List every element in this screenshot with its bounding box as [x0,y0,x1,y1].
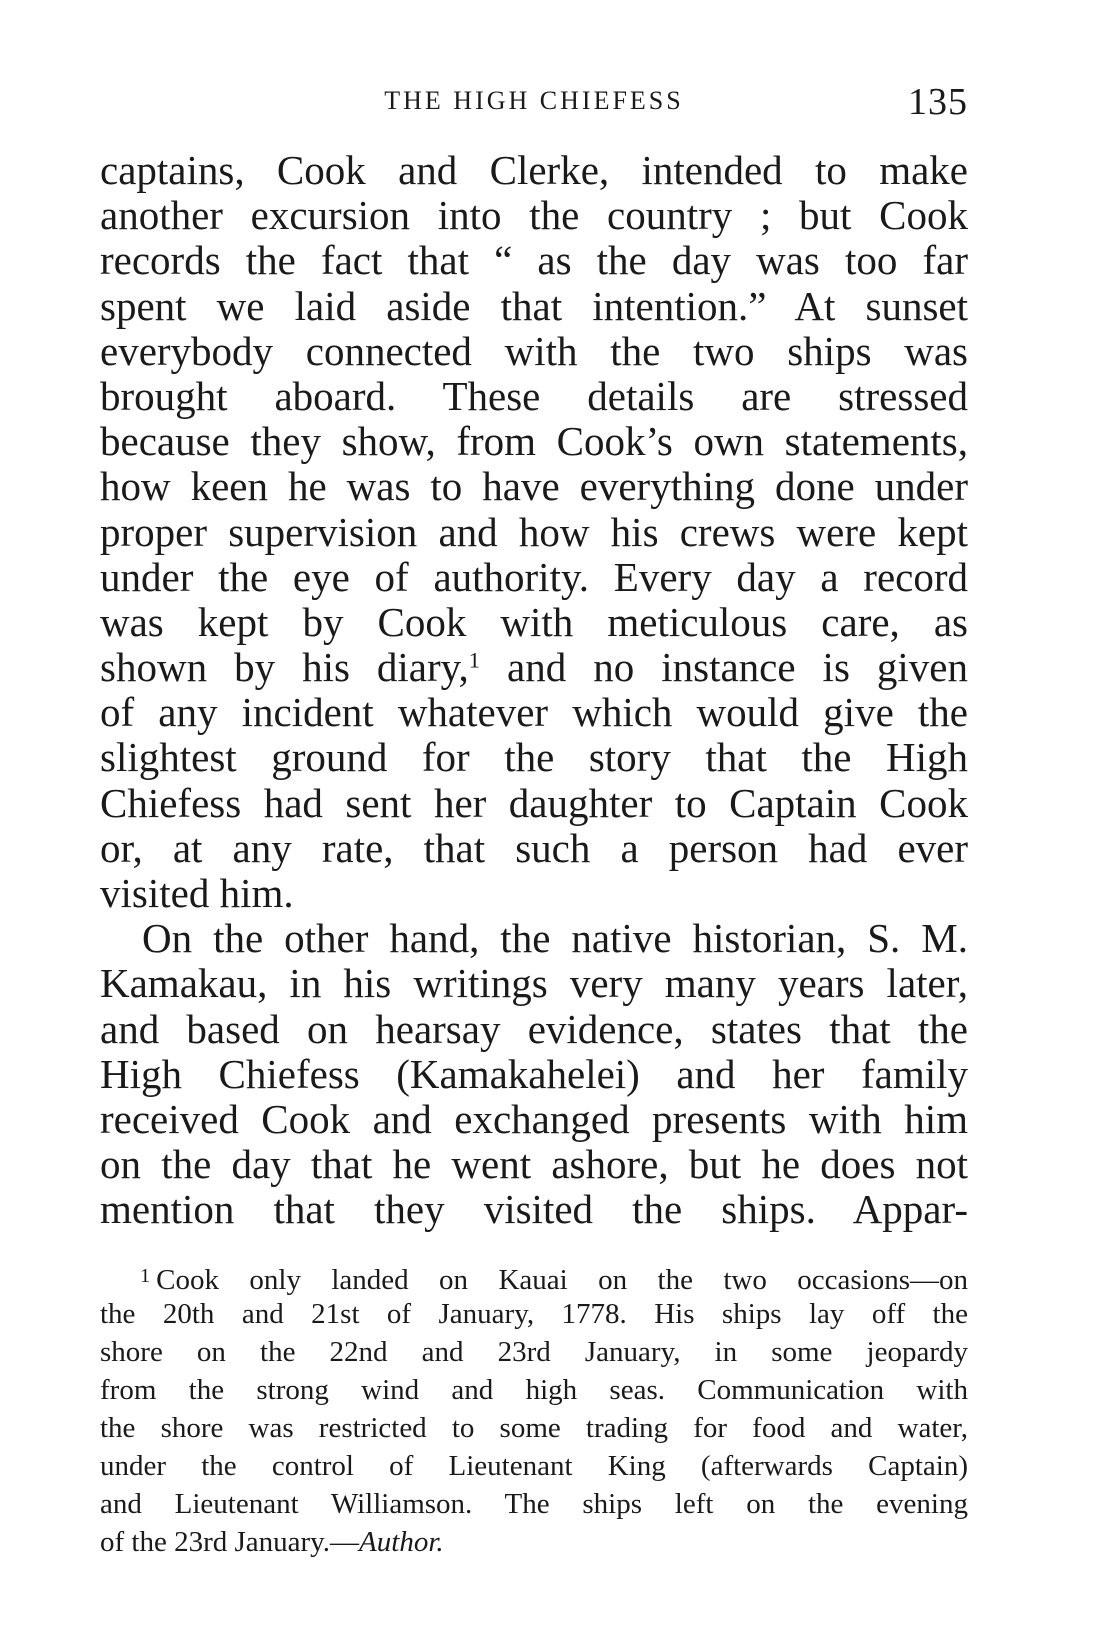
book-page [100,78,968,1561]
text-line: On the other hand, the native historian, S. M. [142,915,968,962]
text-line: under the eye of authority. Every day a record [100,553,968,600]
text-line: on the day that he went ashore, but he does not [100,1141,968,1188]
footnote-text: of the 23rd January.— [100,1525,360,1558]
text-span: and no instance is given [480,644,968,691]
text-line: records the fact that “ as the day was too far [100,237,968,284]
footnote-line: under the control of Lieutenant King (afterwards Captain) [100,1449,968,1482]
text-span: shown by his diary, [100,644,469,691]
footnote-line: the shore was restricted to some trading for food and water, [100,1411,968,1444]
footnote-line [100,1523,968,1561]
running-head [100,78,968,134]
running-title: THE HIGH CHIEFESS [384,86,684,115]
text-line: because they show, from Cook’s own statements, [100,418,968,465]
text-line: was kept by Cook with meticulous care, as [100,598,968,645]
text-line: received Cook and exchanged presents with him [100,1095,968,1142]
text-line: proper supervision and how his crews were kept [100,508,968,555]
footnote-text: Cook only landed on Kauai on the two occasions—on [156,1263,968,1296]
text-line: another excursion into the country ; but Cook [100,192,968,239]
footnote-marker: 1 [140,1264,151,1287]
text-line: brought aboard. These details are stressed [100,372,968,419]
text-line: slightest ground for the story that the High [100,734,968,781]
text-line: or, at any rate, that such a person had ever [100,824,968,871]
footnote-attribution: Author. [359,1525,444,1558]
footnote-line: from the strong wind and high seas. Communication with [100,1373,968,1406]
text-line: High Chiefess (Kamakahelei) and her family [100,1050,968,1097]
footnote-reference[interactable]: 1 [468,647,481,673]
text-line: Kamakau, in his writings very many years later, [100,960,968,1007]
text-line: captains, Cook and Clerke, intended to make [100,147,968,193]
footnote-line: and Lieutenant Williamson. The ships left on the evening [100,1487,968,1520]
text-line: Chiefess had sent her daughter to Captain Cook [100,779,968,826]
text-line [100,645,968,690]
footnote [100,1257,968,1561]
text-line: spent we laid aside that intention.” At sunset [100,282,968,329]
page-number: 135 [908,81,968,123]
text-line: mention that they visited the ships. Appar- [100,1186,968,1233]
footnote-line: the 20th and 21st of January, 1778. His ships lay off the [100,1297,968,1330]
text-line: visited him. [100,870,294,916]
text-line: and based on hearsay evidence, states that the [100,1005,968,1052]
footnote-line: shore on the 22nd and 23rd January, in some jeopardy [100,1335,968,1368]
text-line: how keen he was to have everything done under [100,463,968,510]
footnote-line [100,1257,968,1295]
text-line: everybody connected with the two ships was [100,327,968,374]
body-text [100,148,968,1233]
text-line: of any incident whatever which would give the [100,689,968,736]
